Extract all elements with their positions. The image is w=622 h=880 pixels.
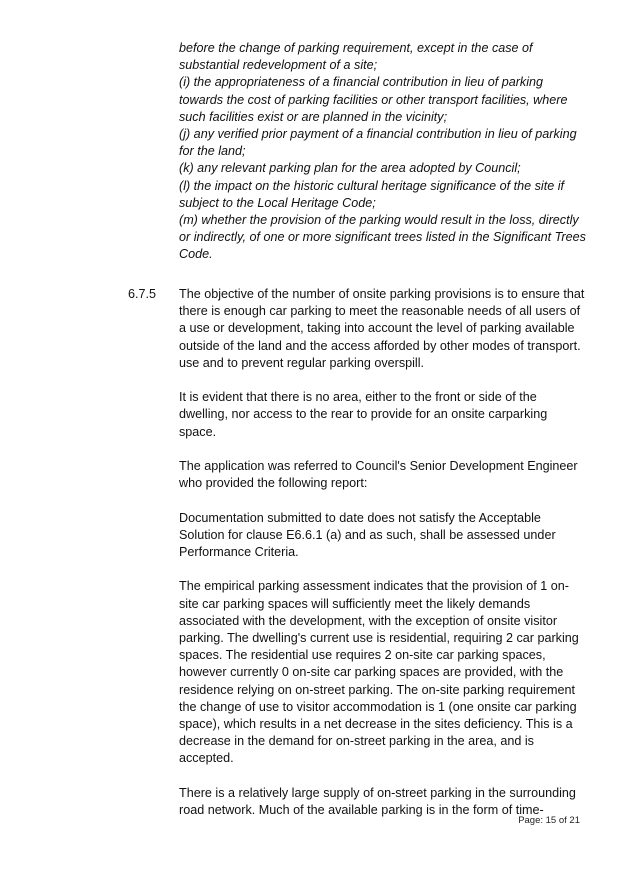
section-number: 6.7.5 [128, 287, 157, 301]
paragraph-objective: The objective of the number of onsite parking provisions is to ensure that there is enough car parking to meet the reasonable needs of all users of a use or development, taking into account the level of parking available outside of the land and the access afforded by other modes of transport. use and to prevent regular parking overspill. [179, 287, 585, 370]
paragraph-supply: There is a relatively large supply of on-street parking in the surrounding road network. Much of the available parking is in the form of time- [179, 785, 576, 818]
page-number: Page: 15 of 21 [518, 815, 580, 826]
criteria-item-j: (j) any verified prior payment of a financial contribution in lieu of parking for the land; [179, 127, 577, 159]
criteria-item: before the change of parking requirement, except in the case of substantial redevelopment of a site; [179, 41, 533, 73]
criteria-item-k: (k) any relevant parking plan for the area adopted by Council; [179, 161, 521, 176]
paragraph-referral: The application was referred to Council's Senior Development Engineer who provided the following report: [179, 459, 578, 491]
criteria-item-m: (m) whether the provision of the parking would result in the loss, directly or indirectly, of one or more significant trees listed in the Significant Trees Code. [179, 213, 586, 262]
criteria-list-continued [179, 40, 589, 264]
criteria-item-i: (i) the appropriateness of a financial contribution in lieu of parking towards the cost of parking facilities or other transport facilities, where such facilities exist or are planned in the vicinity; [179, 75, 568, 124]
paragraph-no-area: It is evident that there is no area, either to the front or side of the dwelling, nor access to the rear to provide for an onsite carparking space. [179, 390, 548, 439]
section-body [179, 286, 587, 836]
criteria-item-l: (l) the impact on the historic cultural heritage significance of the site if subject to the Local Heritage Code; [179, 178, 564, 210]
paragraph-documentation: Documentation submitted to date does not satisfy the Acceptable Solution for clause E6.6.1 (a) and as such, shall be assessed under Performance Criteria. [179, 510, 556, 559]
paragraph-assessment: The empirical parking assessment indicates that the provision of 1 on-site car parking spaces will sufficiently meet the likely demands associated with the development, with the exception of onsite visitor parking. The dwelling's current use is residential, requiring 2 car parking spaces. The residential use requires 2 on-site car parking spaces, however currently 0 on-site car parking spaces are provided, with the residence relying on on-street parking. The on-site parking requirement the change of use to visitor accommodation is 1 (one onsite car parking space), which results in a net decrease in the sites deficiency. This is a decrease in the demand for on-street parking in the area, and is accepted. [179, 579, 579, 766]
